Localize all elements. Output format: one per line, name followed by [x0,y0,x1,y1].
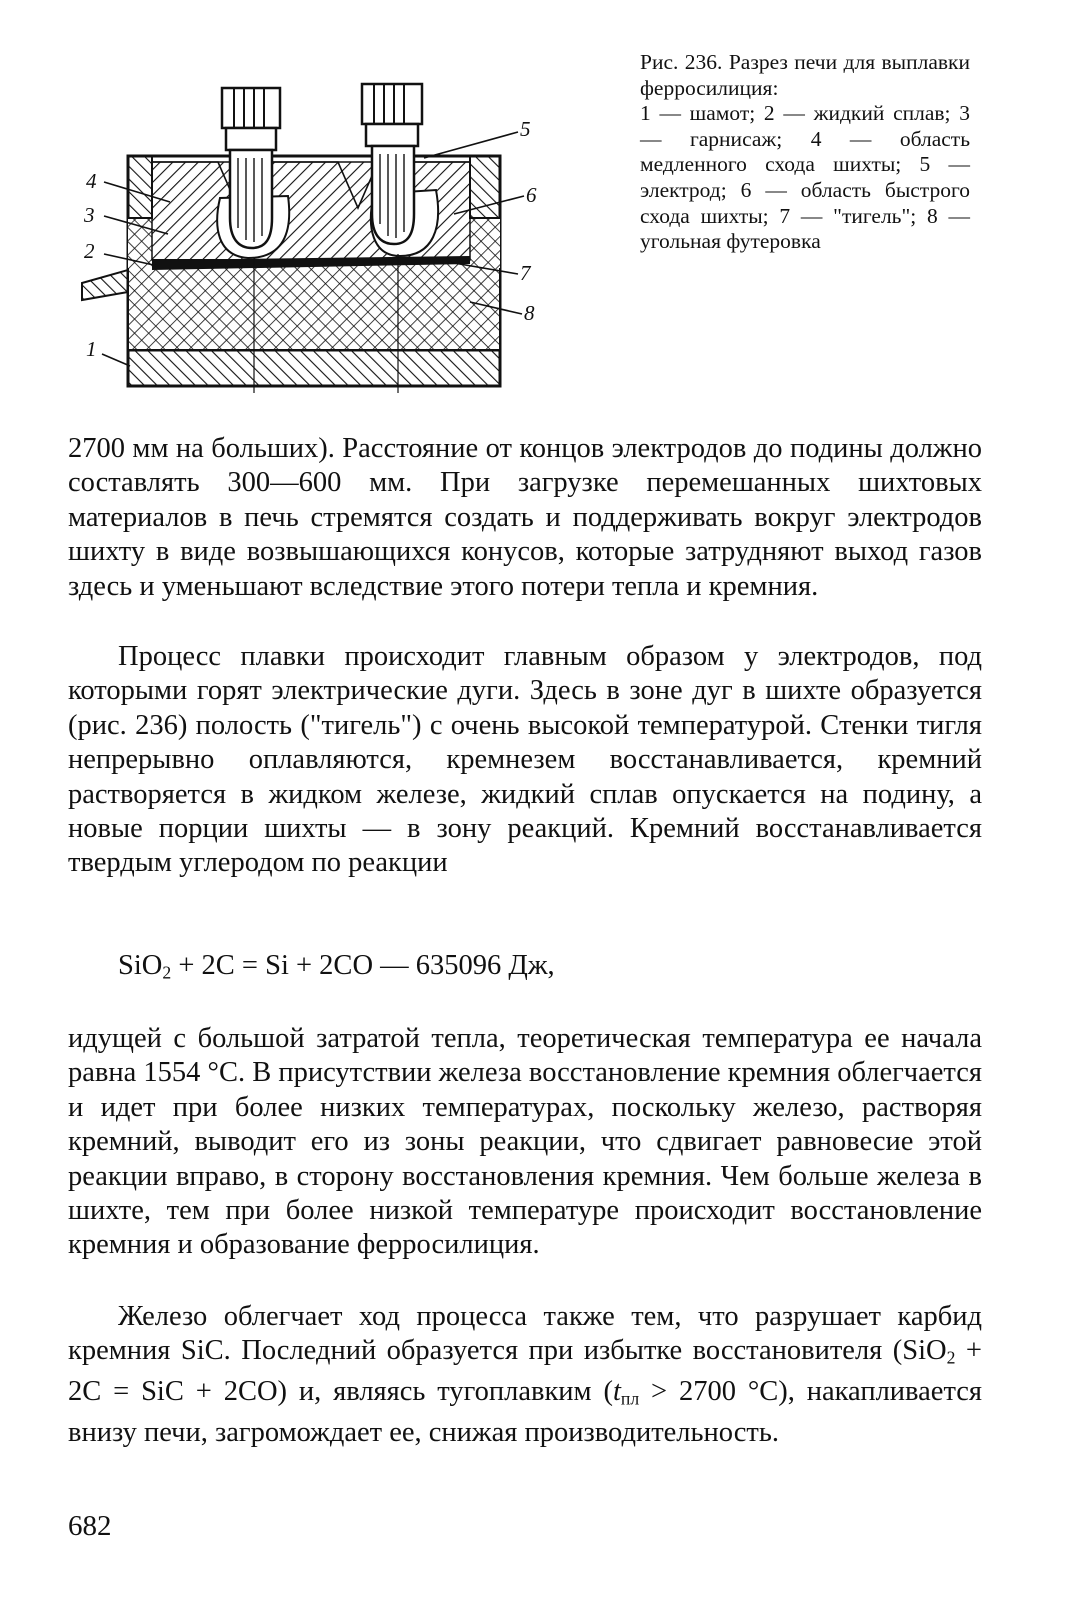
paragraph-4-part2: + 2C = SiC + 2CO) и, являясь тугоплавким ( [68,1335,982,1408]
paragraph-4-sub2: пл [620,1388,640,1409]
chamotte-layer [128,350,500,386]
paragraph-4-block [68,1300,982,1450]
right-lining [470,218,500,268]
formula-subscript: 2 [162,962,172,983]
tap-hole [82,270,128,300]
furnace-cross-section-figure [78,78,548,398]
label-6: 6 [526,183,537,207]
figure-caption [640,50,970,255]
label-5: 5 [520,117,531,141]
label-8: 8 [524,301,535,325]
caption-title: Рис. 236. Разрез печи для выплавки ферросилиция: [640,50,970,100]
paragraph-2-block [68,640,982,881]
paragraph-1-block [68,432,982,604]
label-2: 2 [84,239,95,263]
reaction-formula [118,950,555,983]
paragraph-4-sub1: 2 [946,1347,956,1368]
caption-legend: 1 — шамот; 2 — жидкий сплав; 3 — гарнисаж; 4 — область медленного схода шихты; 5 — электрод; 6 — область быстрого схода шихты; 7 — "тигель"; 8 — угольная футеровка [640,101,970,254]
left-wall [128,156,152,218]
paragraph-4 [68,1300,982,1450]
paragraph-3-block [68,1022,982,1263]
formula-rest: + 2C = Si + 2CO — 635096 Дж, [171,950,555,981]
formula-sio: SiO [118,950,163,981]
paragraph-3: идущей с большой затратой тепла, теоретическая температура ее начала равна 1554 °С. В присутствии железа восстановление кремния облегчается и идет при более низких температурах, поскольку железо, растворяя кремний, выводит его из зоны реакции, что сдвигает равновесие этой реакции вправо, в сторону восстановления кремния. Чем больше железа в шихте, тем при более низкой температуре происходит восстановление кремния и образование ферросилиция. [68,1023,982,1261]
paragraph-4-part3: > 2700 °С), накапливается внизу печи, загромождает ее, снижая производительность. [68,1376,982,1449]
label-1: 1 [86,337,97,361]
page-number: 682 [68,1510,112,1542]
paragraph-1: 2700 мм на больших). Расстояние от концов электродов до подины должно составлять 300—600 мм. При загрузке перемешанных шихтовых материалов в печь стремятся создать и поддерживать вокруг электродов шихту в виде возвышающихся конусов, которые затрудняют выход газов здесь и уменьшают вследствие этого потери тепла и кремния. [68,433,982,602]
label-4: 4 [86,169,97,193]
furnace-diagram [78,78,548,398]
label-3: 3 [84,203,95,227]
label-7: 7 [520,261,531,285]
paragraph-4-part1: Железо облегчает ход процесса также тем, что разрушает карбид кремния SiC. Последний образуется при избытке восстановителя (SiO [68,1301,982,1367]
paragraph-4-t: t [612,1376,621,1408]
electrode-left [222,88,280,248]
carbon-lining [128,260,500,350]
paragraph-2: Процесс плавки происходит главным образом у электродов, под которыми горят электрические дуги. Здесь в зоне дуг в шихте образуется (рис. 236) полость ("тигель") с очень высокой температурой. Стенки тигля непрерывно оплавляются, кремнезем восстанавливается, кремний растворяется в жидком железе, жидкий сплав опускается на подину, а новые порции шихты — в зону реакций. Кремний восстанавливается твердым углеродом по реакции [68,641,982,879]
